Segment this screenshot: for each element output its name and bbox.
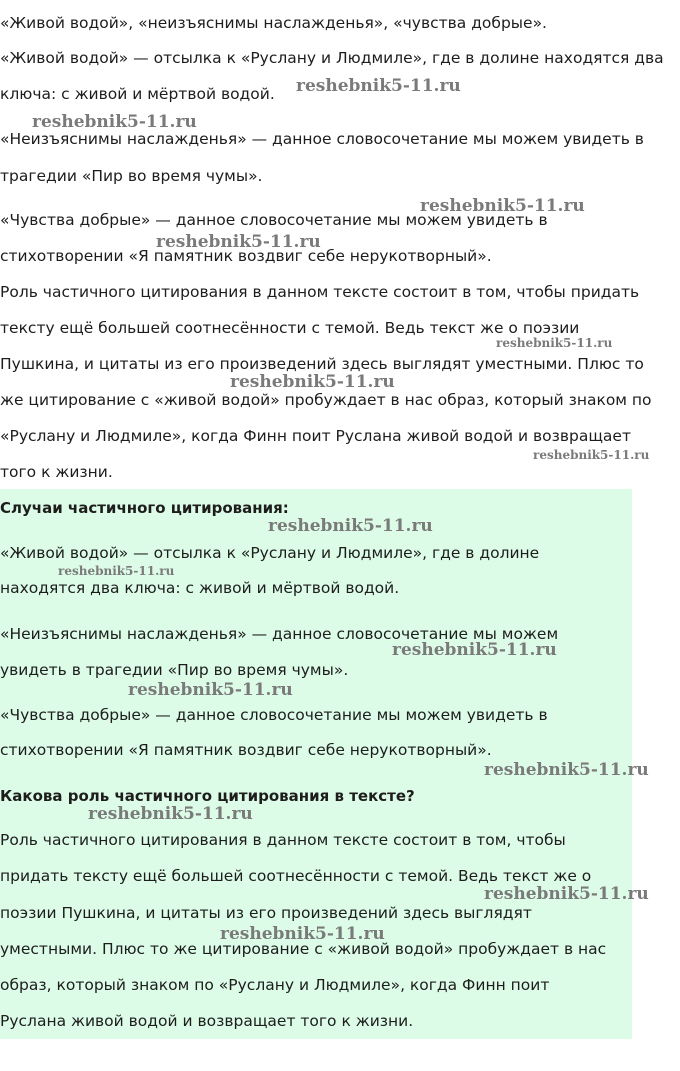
text-line: Пушкина, и цитаты из его произведений здесь выглядят уместными. Плюс то	[0, 355, 644, 373]
watermark: reshebnik5-11.ru	[58, 564, 175, 578]
text-line: «Чувства добрые» — данное словосочетание мы можем увидеть в	[0, 706, 548, 724]
text-line: «Живой водой», «неизъяснимы наслажденья», «чувства добрые».	[0, 14, 547, 32]
text-line: Руслана живой водой и возвращает того к жизни.	[0, 1012, 414, 1030]
text-line: уместными. Плюс то же цитирование с «живой водой» пробуждает в нас	[0, 940, 607, 958]
section-heading: Случаи частичного цитирования:	[0, 499, 289, 517]
text-line: «Живой водой» — отсылка к «Руслану и Людмиле», где в долине находятся два	[0, 49, 664, 67]
text-line: же цитирование с «живой водой» пробуждает в нас образ, который знаком по	[0, 391, 652, 409]
watermark: reshebnik5-11.ru	[156, 232, 321, 252]
watermark: reshebnik5-11.ru	[128, 680, 293, 700]
text-line: того к жизни.	[0, 463, 113, 481]
text-line: придать тексту ещё большей соотнесённости с темой. Ведь текст же о	[0, 867, 592, 885]
text-line: «Чувства добрые» — данное словосочетание мы можем увидеть в	[0, 211, 548, 229]
text-line: Роль частичного цитирования в данном тексте состоит в том, чтобы	[0, 831, 566, 849]
watermark: reshebnik5-11.ru	[496, 336, 613, 350]
section-heading: Какова роль частичного цитирования в тексте?	[0, 787, 415, 805]
watermark: reshebnik5-11.ru	[533, 448, 650, 462]
text-line: стихотворении «Я памятник воздвиг себе нерукотворный».	[0, 741, 492, 759]
text-line: Роль частичного цитирования в данном тексте состоит в том, чтобы придать	[0, 283, 640, 301]
text-line: увидеть в трагедии «Пир во время чумы».	[0, 661, 349, 679]
watermark: reshebnik5-11.ru	[484, 884, 649, 904]
watermark: reshebnik5-11.ru	[392, 640, 557, 660]
text-line: «Живой водой» — отсылка к «Руслану и Людмиле», где в долине	[0, 544, 540, 562]
text-line: «Неизъяснимы наслажденья» — данное словосочетание мы можем увидеть в	[0, 130, 644, 148]
watermark: reshebnik5-11.ru	[230, 372, 395, 392]
text-line: ключа: с живой и мёртвой водой.	[0, 85, 275, 103]
watermark: reshebnik5-11.ru	[484, 760, 649, 780]
text-line: поэзии Пушкина, и цитаты из его произведений здесь выглядят	[0, 904, 532, 922]
text-line: находятся два ключа: с живой и мёртвой водой.	[0, 579, 400, 597]
watermark: reshebnik5-11.ru	[88, 804, 253, 824]
watermark: reshebnik5-11.ru	[220, 924, 385, 944]
text-line: трагедии «Пир во время чумы».	[0, 167, 263, 185]
watermark: reshebnik5-11.ru	[420, 196, 585, 216]
watermark: reshebnik5-11.ru	[268, 516, 433, 536]
text-line: стихотворении «Я памятник воздвиг себе нерукотворный».	[0, 247, 492, 265]
text-line: «Руслану и Людмиле», когда Финн поит Руслана живой водой и возвращает	[0, 427, 631, 445]
text-line: «Неизъяснимы наслажденья» — данное словосочетание мы можем	[0, 625, 559, 643]
watermark: reshebnik5-11.ru	[32, 112, 197, 132]
text-line: образ, который знаком по «Руслану и Людмиле», когда Финн поит	[0, 976, 550, 994]
text-line: тексту ещё большей соотнесённости с темой. Ведь текст же о поэзии	[0, 319, 580, 337]
watermark: reshebnik5-11.ru	[296, 76, 461, 96]
